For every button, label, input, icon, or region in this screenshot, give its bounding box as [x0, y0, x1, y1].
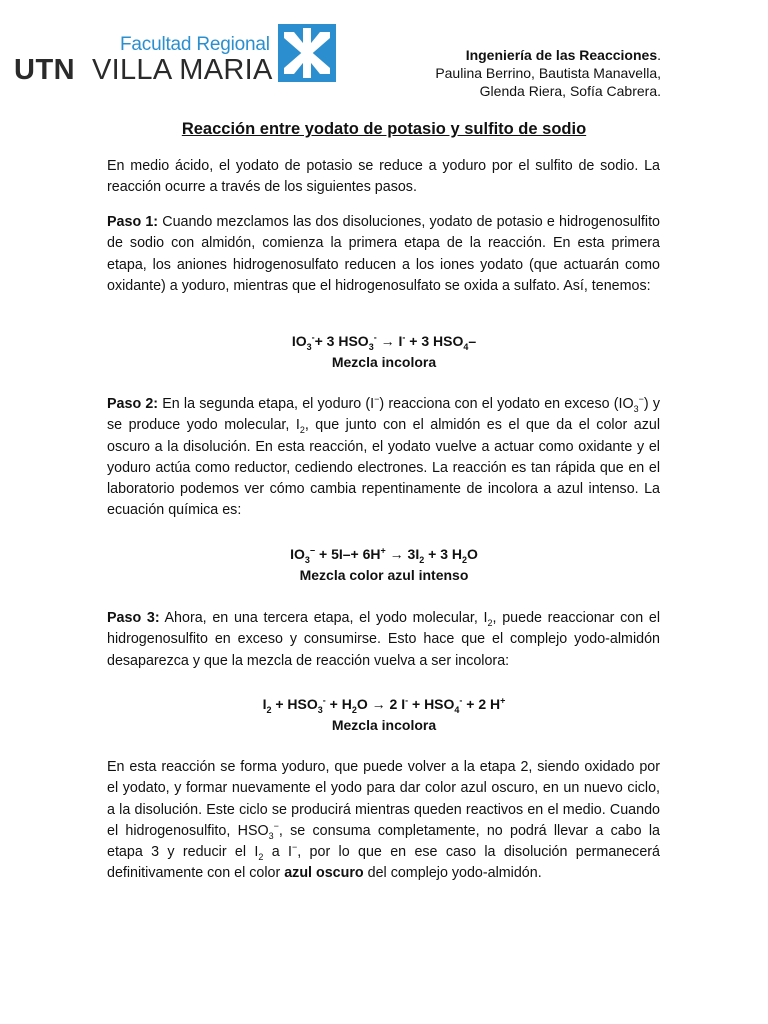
step1-label: Paso 1:	[107, 214, 159, 230]
utn-emblem-icon	[278, 24, 336, 82]
authors-line-1: Paulina Berrino, Bautista Manavella,	[435, 65, 661, 81]
emphasis-azul-oscuro: azul oscuro	[284, 865, 364, 882]
utn-logo	[14, 24, 344, 88]
step3-label: Paso 3:	[107, 610, 160, 626]
step3-caption: Mezcla incolora	[331, 717, 437, 733]
step1-paragraph	[107, 212, 660, 297]
step3-paragraph: Paso 3: Ahora, en una tercera etapa, el yodo molecular, $I_2$, puede reaccionar con el hidrogenosulfito en exceso y consumirse. Esto hace que el complejo yodo-almidón desaparezca y que la mezcla de reacción vuelva a ser incolora:	[107, 610, 661, 669]
authors-line-2: Glenda Riera, Sofía Cabrera.	[479, 83, 661, 99]
step2-equation: $IO_3^- + 5I-+ 6H^+ \to 3I_2 + 3$ $H_2O$	[290, 545, 478, 565]
intro-paragraph: En medio ácido, el yodato de potasio se reduce a yoduro por el sulfito de sodio. La reacción ocurre a través de los siguientes pasos.	[107, 158, 660, 196]
step2-paragraph: Paso 2: En la segunda etapa, el yoduro (I−) reacciona con el yodato en exceso $(IO_3^-)$ y se produce yodo molecular, $I_2$, que junto con el almidón es el que da el color azul oscuro a la disolución. En esta reacción, el yodato vuelve a actuar como oxidante y el yoduro actúa como reductor, cediendo electrones. La reacción es tan rápida que en el laboratorio podemos ver cómo cambia repentinamente de incolora a azul intenso. La ecuación química es:	[107, 394, 660, 519]
step2-label: Paso 2:	[107, 396, 159, 412]
step1-equation: $IO_3^-+ 3$ $HSO_3^- \to I^- + 3$ $HSO_4-$	[291, 332, 477, 352]
course-name: Ingeniería de las Reacciones	[465, 47, 658, 63]
step3-equation: $I_2 + HSO_3^- + H_2O \to 2$ $I^- + HSO_4^- + 2$ H+	[262, 695, 506, 715]
logo-city: VILLA MARIA	[92, 54, 273, 86]
step1-text: Cuando mezclamos las dos disoluciones, yodato de potasio e hidrogenosulfito de sodio con almidón, comienza la primera etapa de la reacción. En esta primera etapa, los aniones hidrogenosulfato reducen a los iones yodato (que actuarán como oxidante) a yoduro, mientras que el hidrogenosulfato se oxida a sulfato. Así, tenemos:	[107, 214, 660, 294]
conclusion-paragraph: En esta reacción se forma yoduro, que puede volver a la etapa 2, siendo oxidado por el yodato, y formar nuevamente el yodo para dar color azul oscuro, en un nuevo ciclo, a la disolución. Este ciclo se producirá mientras queden reactivos en el medio. Cuando el hidrogenosulfito, $HSO_3^-$, se consuma completamente, no podrá llevar a cabo la etapa 3 y reducir el $I_2$ a I−, por lo que en ese caso la disolución permanecerá definitivamente con el color azul oscuro del complejo yodo-almidón.	[107, 759, 660, 882]
step2-caption: Mezcla color azul intenso	[299, 567, 469, 583]
document-title: Reacción entre yodato de potasio y sulfito de sodio	[181, 120, 587, 138]
document-header: Ingeniería de las Reacciones. Paulina Berrino, Bautista Manavella, Glenda Riera, Sofía Cabrera.	[435, 47, 661, 99]
logo-faculty: Facultad Regional	[120, 34, 270, 55]
step1-caption: Mezcla incolora	[331, 354, 437, 370]
logo-utn: UTN	[14, 54, 76, 86]
